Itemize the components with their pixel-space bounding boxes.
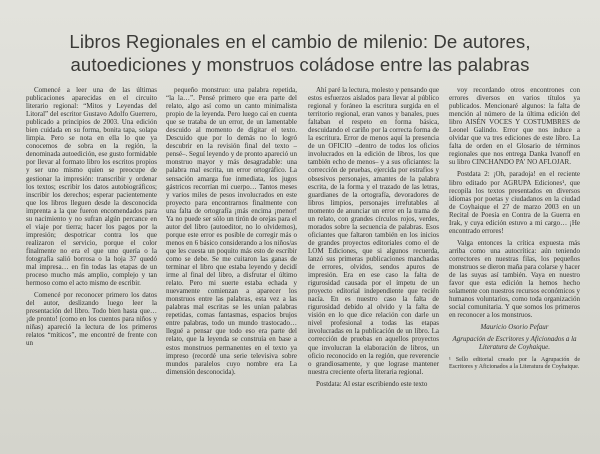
author-affiliation: Agrupación de Escritores y Aficionados a la Literatura de Coyhaique.: [452, 335, 577, 352]
paragraph: Ahí paré la lectura, molesto y pensando que estos esfuerzos aislados para llevar al público regional y foráneo la escritura surgida en el territorio regional, eran vanos y banales, pues faltaban el respeto en forma básica, descuidando el cariño por la correcta forma de la escritura. Error de menos aquí la presencia de un OFICIO –dentro de todos los oficios involucrados en la edición de libros, los que también echo de menos– y a sus oficiantes: la corrección de pruebas, ejercida por estrafios y obsesivos personajes, amantes de la palabra escrita, de la forma y el trazado de las letras, guardianes de la ortografía, devoradores de libros limpios, personajes irrefutables al momento de anunciar un error en la trama de un relato, con grandes círculos rojos, verdes, morados sobre la secuencia de palabras. Esos oficiantes que faltaron también en los inicios de grandes proyectos editoriales como el de LOM Ediciones, que si algunos recuerda, lanzó sus primeras publicaciones manchadas de errores, olvidos, sendos apuros de impresión. Era en ese caso la falta de rigurosidad causada por el ímpetu de un proyecto editorial independiente que recién nacía. En es nuestro caso la falta de rigurosidad debido al olvido y la falta de visión en lo que dice relación con darle un nivel profesional a todas las etapas involucradas en la publicación de un libro. La corrección de pruebas en aquellos proyectos que involucran la elaboración de libros, un oficio reconocido en la región, que reverencie o grandiosamente, y que lograse mantener nuestra creciente oferta literaria regional.: [308, 86, 439, 376]
column-1: [26, 86, 157, 448]
article-title-line-2: autoediciones y monstruos coládose entre las palabras: [70, 54, 530, 75]
paragraph: Comencé por reconocer primero los datos del autor, deslizando luego leer la presentación del libro. Todo bien hasta que… ¡de pronto! (como en los cuentos para niños y niñas) apareció la lectura de los primeros relatos “míticos”, me encontré de frente con un: [26, 291, 157, 348]
footnote: ¹ Sello editorial creado por la Agrupación de Escritores y Aficionados a la Literatura de Coyhaique.: [449, 357, 580, 371]
article-title: [0, 30, 600, 76]
postdata: Postdata: Al estar escribiendo este texto: [316, 379, 428, 388]
column-2: [166, 86, 297, 448]
column-3: [308, 86, 439, 448]
postdata-2: Postdata 2: ¡Oh, paradoja! en el reciente libro editado por AGRUPA Ediciones¹, que recopila los textos presentados en diversos idiomas por poetas y ciudadanos en la ciudad de Coyhaique el 27 de marzo 2003 en un Recital de Poesía en Contra de la Guerra en Irak, y cuya edición estuvo a mi cargo… ¡He encontrado errores!: [449, 170, 580, 235]
paragraph: pequeño monstruo: una palabra repetida, “la la…”. Pensé primero que era parte del relato, algo así como un canto minimalista propio de la leyenda. Pero luego caí en cuenta que se trataba de un error, de un lamentable descuido al momento de digitar el texto. Descuido que por lo demás no lo logró descubrir en la revisión final del texto –pensé–. Seguí leyendo y de pronto apareció un monstruo mayor y más desagradable: una palabra mal escrita, un error ortográfico. La sensación amarga fue inmediata, los jugos gástricos recorrían mi cuerpo… Tantos meses y varios miles de pesos involucrados en este proyecto para encontrarnos finalmente con una falta de ortografía ¡más encima ¡menor! Ya no puede ser sólo un tirón de orejas para el autor del libro (autoeditor, no lo olvidemos), porque este error es posible de corregir más o menos en 6 básico considerando a los niños/as que les cuesta un poquito más esto de escribir como se debe. Se me cuitaron las ganas de terminar el libro que estaba leyendo y decidí irme al final del libro, a disfrutar el último relato. Pero mi suerte estaba echada y nuevamente comienzan a aparecer los monstruos entre las palabras, esta vez a las palabras mal escritas se les unían palabras repetidas, comas fantasmas, espacios brujos entre palabras, todo un mundo trastocado… llegué a pensar que todo eso era parte del relato, que la leyenda se construía en base a estos monstruos permanentes en el texto ya impreso (recordé una serie televisiva sobre mundos paralelos cuyo nombre era La dimensión desconocida).: [166, 86, 297, 376]
author-signature: Mauricio Osorio Pefaur: [480, 323, 549, 332]
paragraph: Comencé a leer una de las últimas publicaciones aparecidas en el circuito literario regional: “Mitos y Leyendas del Litoral” del escritor Gustavo Adolfo Guerrero, publicado a principios de 2003. Una edición bien cuidada en su forma, bonita tapa, solapa limpia. Pero se nota en ella lo que ya conocemos de sobra en la región, la denominada autoedición, ese gusto formidable por llevar al formato libro los escritos propios y ser uno mismo quien se preocupe de gestionar la impresión: transcribir y ordenar los textos; escribir los datos autobiográficos; inscribir los derechos; esperar pacientemente que los libros lleguen desde la desconocida imprenta a la que fueron encomendados para su nacimiento y no sufran algún percance en el viaje por tierra; hacer los pagos por la impresión; despotricar contra los que realizaron el servicio, porque el color finalmente no era el que uno quería o la fotografía salió borrosa o la hoja 37 quedó mal impresa… en fin todas las etapas de un proceso mucho más amplio, complejo y tan hermoso como el acto mismo de escribir.: [26, 86, 157, 288]
paragraph: Valga entonces la crítica expuesta más arriba como una autocrítica: aún teniendo correctores en nuestras filas, los pequeños monstruos se dieron maña para colarse y hacer de las suyas así también. Vaya en nuestro favor que esta edición la hemos hecho solamente con nuestros recursos económicos y humanos voluntarios, como toda organización social comunitaria. Y que somos los primeros en reconocer a los monstruos.: [449, 238, 580, 320]
article-title-line-1: Libros Regionales en el cambio de milenio: De autores,: [69, 31, 531, 52]
article-body: [26, 86, 582, 450]
column-4: [449, 86, 580, 448]
paragraph: voy recordando otros encontrones con errores diversos en varios títulos ya publicados. Mencionaré algunos: la falta de mención al número de la última edición del libro AISÉN VOCES Y COSTUMBRES de Leonel Galindo. Error que nos induce a olvidar que va tres ediciones de este libro. La falta de orden en el Glosario de términos regionales que nos entrega Danka Ivanoff en su libro CINCHANDO PA' NO AFLOJAR.: [449, 86, 580, 167]
